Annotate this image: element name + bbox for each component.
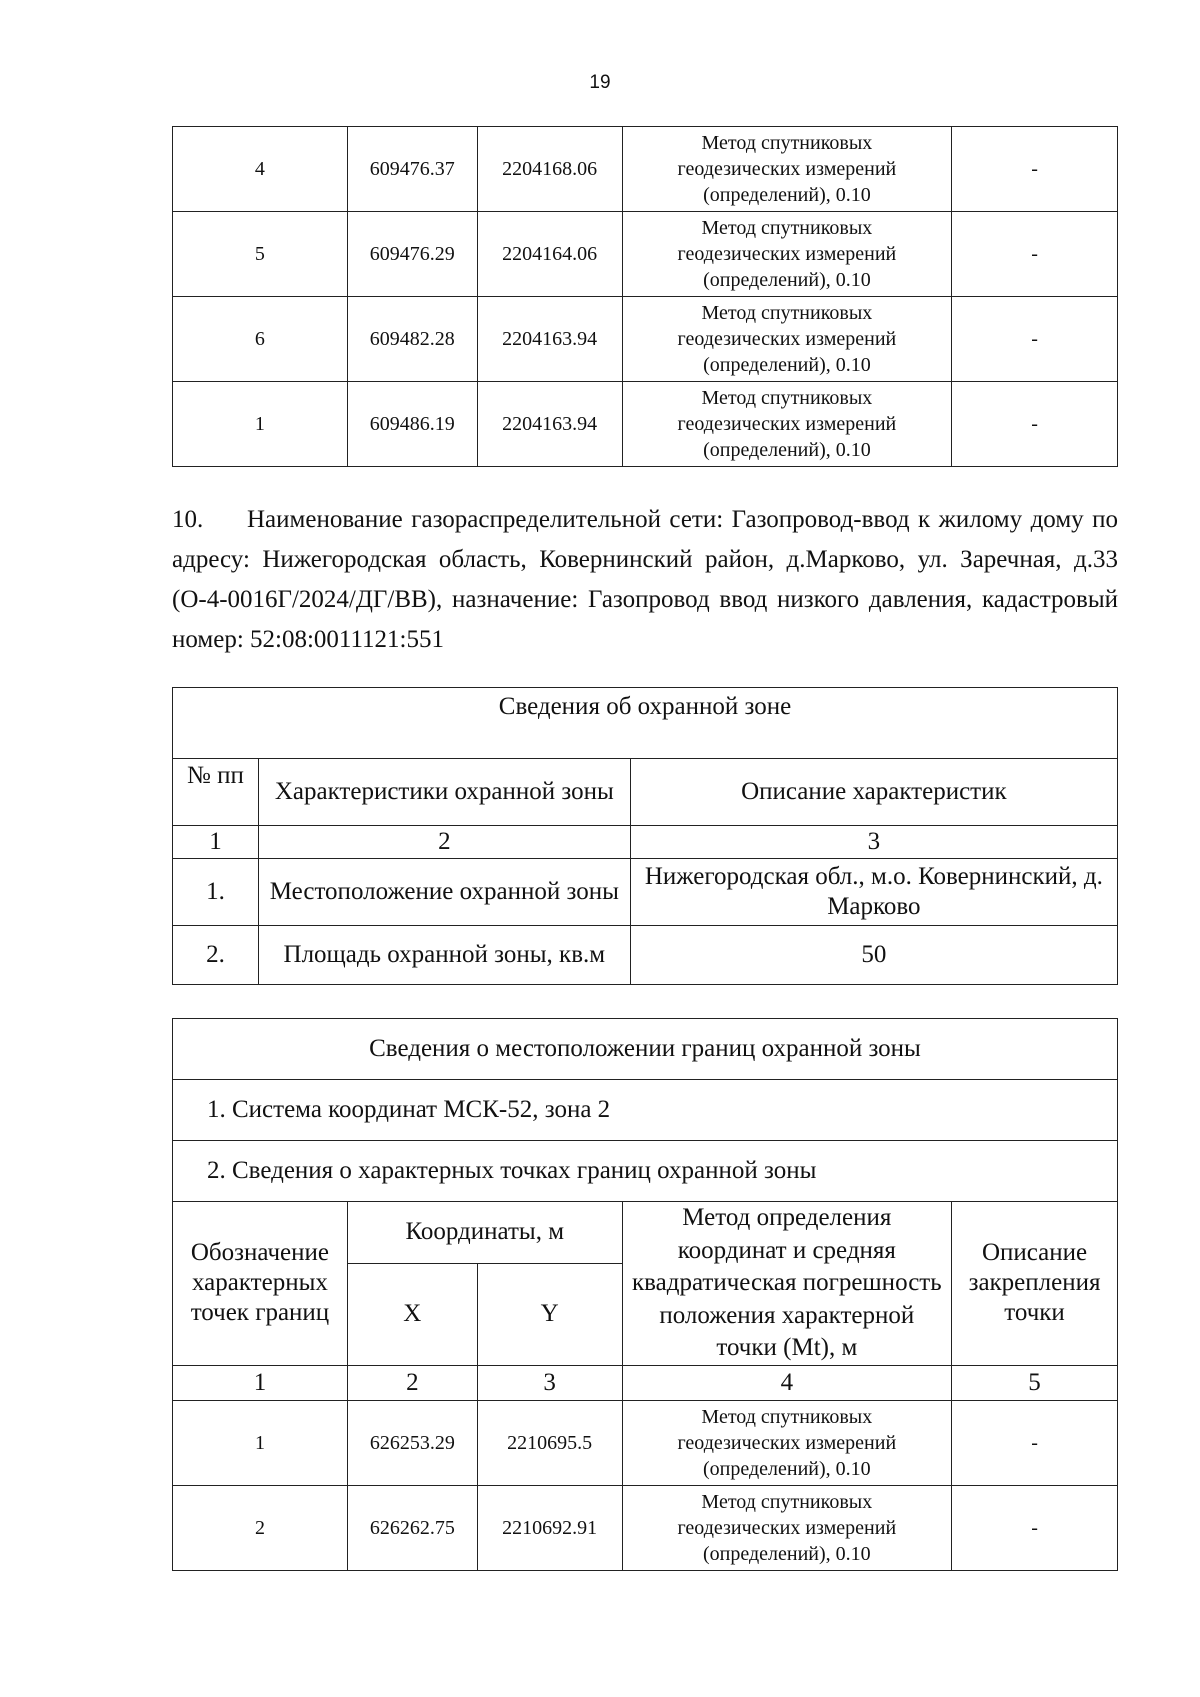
index-cell: 3 xyxy=(630,826,1117,859)
header-fixing: Описание закрепления точки xyxy=(952,1202,1118,1366)
fixing-cell: - xyxy=(952,297,1118,382)
coordinate-system: 1. Система координат МСК-52, зона 2 xyxy=(173,1080,1118,1141)
paragraph-text: Наименование газораспределительной сети: Газопровод-ввод к жилому дому по адресу: Нижегородская область, Ковернинский район, д.Марково, ул. Заречная, д.33 (О-4-0016Г/2024/ДГ/ВВ), назначение: Газопровод ввод низкого давления, кадастровый номер: 52:08:0011121:551 xyxy=(172,506,1118,653)
row-number: 2. xyxy=(173,926,259,985)
index-cell: 2 xyxy=(258,826,630,859)
header-number: № пп xyxy=(173,759,259,826)
method-cell xyxy=(622,1400,951,1485)
header-characteristic: Характеристики охранной зоны xyxy=(258,759,630,826)
point-cell: 1 xyxy=(173,1400,348,1485)
page-number: 19 xyxy=(589,72,611,93)
index-cell: 3 xyxy=(477,1365,622,1400)
x-cell: 609476.29 xyxy=(347,212,477,297)
table-row xyxy=(173,127,1118,212)
point-cell: 6 xyxy=(173,297,348,382)
fixing-cell: - xyxy=(952,127,1118,212)
network-description xyxy=(172,500,1118,660)
point-cell: 1 xyxy=(173,382,348,467)
method-line: Метод спутниковых xyxy=(701,302,873,324)
method-line: геодезических измерений xyxy=(677,1516,897,1539)
method-line: геодезических измерений xyxy=(677,413,897,435)
method-cell xyxy=(622,127,952,212)
method-line: (определений), 0.10 xyxy=(703,269,871,291)
table-row xyxy=(173,212,1118,297)
method-line: геодезических измерений xyxy=(677,158,897,180)
method-line: (определений), 0.10 xyxy=(702,1542,871,1565)
header-method: Метод определения координат и средняя квадратическая погрешность положения характерной точки (Mt), м xyxy=(622,1202,951,1366)
y-cell: 2204163.94 xyxy=(477,382,622,467)
row-description: Нижегородская обл., м.о. Ковернинский, д. Марково xyxy=(630,859,1117,926)
header-coords: Координаты, м xyxy=(347,1202,622,1264)
point-cell: 5 xyxy=(173,212,348,297)
zone-info-title: Сведения об охранной зоне xyxy=(173,688,1118,759)
method-line: (определений), 0.10 xyxy=(702,1457,871,1480)
row-characteristic: Местоположение охранной зоны xyxy=(258,859,630,926)
y-cell: 2204163.94 xyxy=(477,297,622,382)
zone-boundaries-table xyxy=(172,1018,1118,1571)
method-cell xyxy=(622,297,952,382)
method-line: (определений), 0.10 xyxy=(703,184,871,206)
method-line: Метод спутниковых xyxy=(701,387,873,409)
index-cell: 5 xyxy=(952,1365,1118,1400)
y-cell: 2204164.06 xyxy=(477,212,622,297)
method-line: Метод спутниковых xyxy=(701,1405,873,1428)
point-cell: 2 xyxy=(173,1485,348,1570)
header-x: X xyxy=(347,1263,477,1365)
row-description: 50 xyxy=(630,926,1117,985)
y-cell: 2210695.5 xyxy=(477,1400,622,1485)
method-line: (определений), 0.10 xyxy=(703,354,871,376)
index-cell: 2 xyxy=(347,1365,477,1400)
points-title: 2. Сведения о характерных точках границ охранной зоны xyxy=(173,1141,1118,1202)
header-description: Описание характеристик xyxy=(630,759,1117,826)
table-row xyxy=(173,1485,1118,1570)
header-y: Y xyxy=(477,1263,622,1365)
table-row xyxy=(173,297,1118,382)
x-cell: 609486.19 xyxy=(347,382,477,467)
paragraph-number: 10. xyxy=(172,506,204,533)
method-line: Метод спутниковых xyxy=(701,1490,873,1513)
method-cell xyxy=(622,382,952,467)
x-cell: 626262.75 xyxy=(347,1485,477,1570)
row-number: 1. xyxy=(173,859,259,926)
method-line: Метод спутниковых xyxy=(701,217,873,239)
fixing-cell: - xyxy=(952,382,1118,467)
fixing-cell: - xyxy=(952,1485,1118,1570)
point-cell: 4 xyxy=(173,127,348,212)
method-line: геодезических измерений xyxy=(677,243,897,265)
method-line: (определений), 0.10 xyxy=(703,439,871,461)
table-row xyxy=(173,1400,1118,1485)
fixing-cell: - xyxy=(952,1400,1118,1485)
y-cell: 2210692.91 xyxy=(477,1485,622,1570)
table-row xyxy=(173,382,1118,467)
x-cell: 626253.29 xyxy=(347,1400,477,1485)
method-line: Метод спутниковых xyxy=(701,132,873,154)
index-cell: 1 xyxy=(173,1365,348,1400)
index-cell: 4 xyxy=(622,1365,951,1400)
row-characteristic: Площадь охранной зоны, кв.м xyxy=(258,926,630,985)
boundaries-title: Сведения о местоположении границ охранной зоны xyxy=(173,1019,1118,1080)
header-designation: Обозначение характерных точек границ xyxy=(173,1202,348,1366)
method-cell xyxy=(622,1485,951,1570)
x-cell: 609482.28 xyxy=(347,297,477,382)
x-cell: 609476.37 xyxy=(347,127,477,212)
method-line: геодезических измерений xyxy=(677,1431,897,1454)
index-cell: 1 xyxy=(173,826,259,859)
coordinates-table-continued xyxy=(172,126,1118,467)
y-cell: 2204168.06 xyxy=(477,127,622,212)
protection-zone-info-table xyxy=(172,687,1118,985)
method-cell xyxy=(622,212,952,297)
fixing-cell: - xyxy=(952,212,1118,297)
method-line: геодезических измерений xyxy=(677,328,897,350)
